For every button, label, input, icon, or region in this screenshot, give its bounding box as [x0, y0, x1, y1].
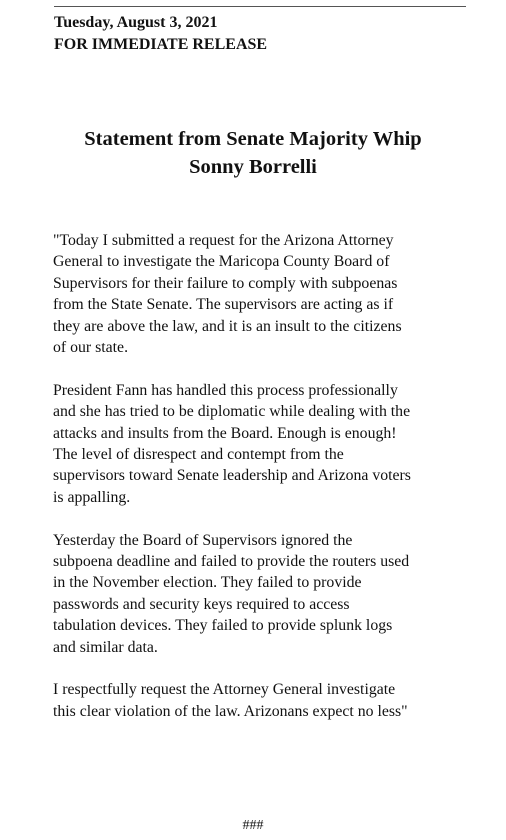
paragraph-line: passwords and security keys required to access [53, 595, 350, 613]
paragraph-line: they are above the law, and it is an insult to the citizens [53, 317, 402, 335]
paragraph-line: is appalling. [53, 488, 131, 506]
paragraph-line: from the State Senate. The supervisors are acting as if [53, 296, 394, 314]
release-header [54, 12, 267, 56]
paragraph-line: supervisors toward Senate leadership and Arizona voters [53, 467, 411, 485]
release-date: Tuesday, August 3, 2021 [54, 14, 218, 31]
paragraph-line: Yesterday the Board of Supervisors ignored the [53, 531, 353, 549]
paragraph-line: in the November election. They failed to provide [53, 574, 362, 592]
title-line-2: Sonny Borrelli [189, 156, 317, 178]
paragraph-line: Supervisors for their failure to comply with subpoenas [53, 274, 398, 292]
paragraph-line: General to investigate the Maricopa County Board of [53, 253, 390, 271]
paragraph-line: and she has tried to be diplomatic while dealing with the [53, 403, 411, 421]
release-label: FOR IMMEDIATE RELEASE [54, 36, 268, 53]
paragraph-2 [53, 380, 483, 508]
paragraph-line: of our state. [53, 339, 129, 357]
paragraph-line: President Fann has handled this process professionally [53, 381, 398, 399]
paragraph-line: The level of disrespect and contempt from the [53, 446, 344, 464]
paragraph-3 [53, 530, 483, 658]
paragraph-line: and similar data. [53, 638, 158, 656]
paragraph-line: tabulation devices. They failed to provide splunk logs [53, 617, 393, 635]
paragraph-line: attacks and insults from the Board. Enough is enough! [53, 424, 397, 442]
paragraph-line: subpoena deadline and failed to provide the routers used [53, 553, 410, 571]
statement-body [53, 230, 483, 744]
end-mark: ### [242, 818, 264, 833]
title-line-1: Statement from Senate Majority Whip [84, 128, 422, 150]
paragraph-1 [53, 230, 483, 358]
paragraph-line: I respectfully request the Attorney General investigate [53, 681, 396, 699]
paragraph-line: "Today I submitted a request for the Arizona Attorney [53, 232, 394, 249]
top-rule [54, 6, 466, 7]
statement-title [20, 125, 486, 181]
paragraph-4 [53, 679, 483, 722]
paragraph-line: this clear violation of the law. Arizonans expect no less" [53, 702, 408, 720]
